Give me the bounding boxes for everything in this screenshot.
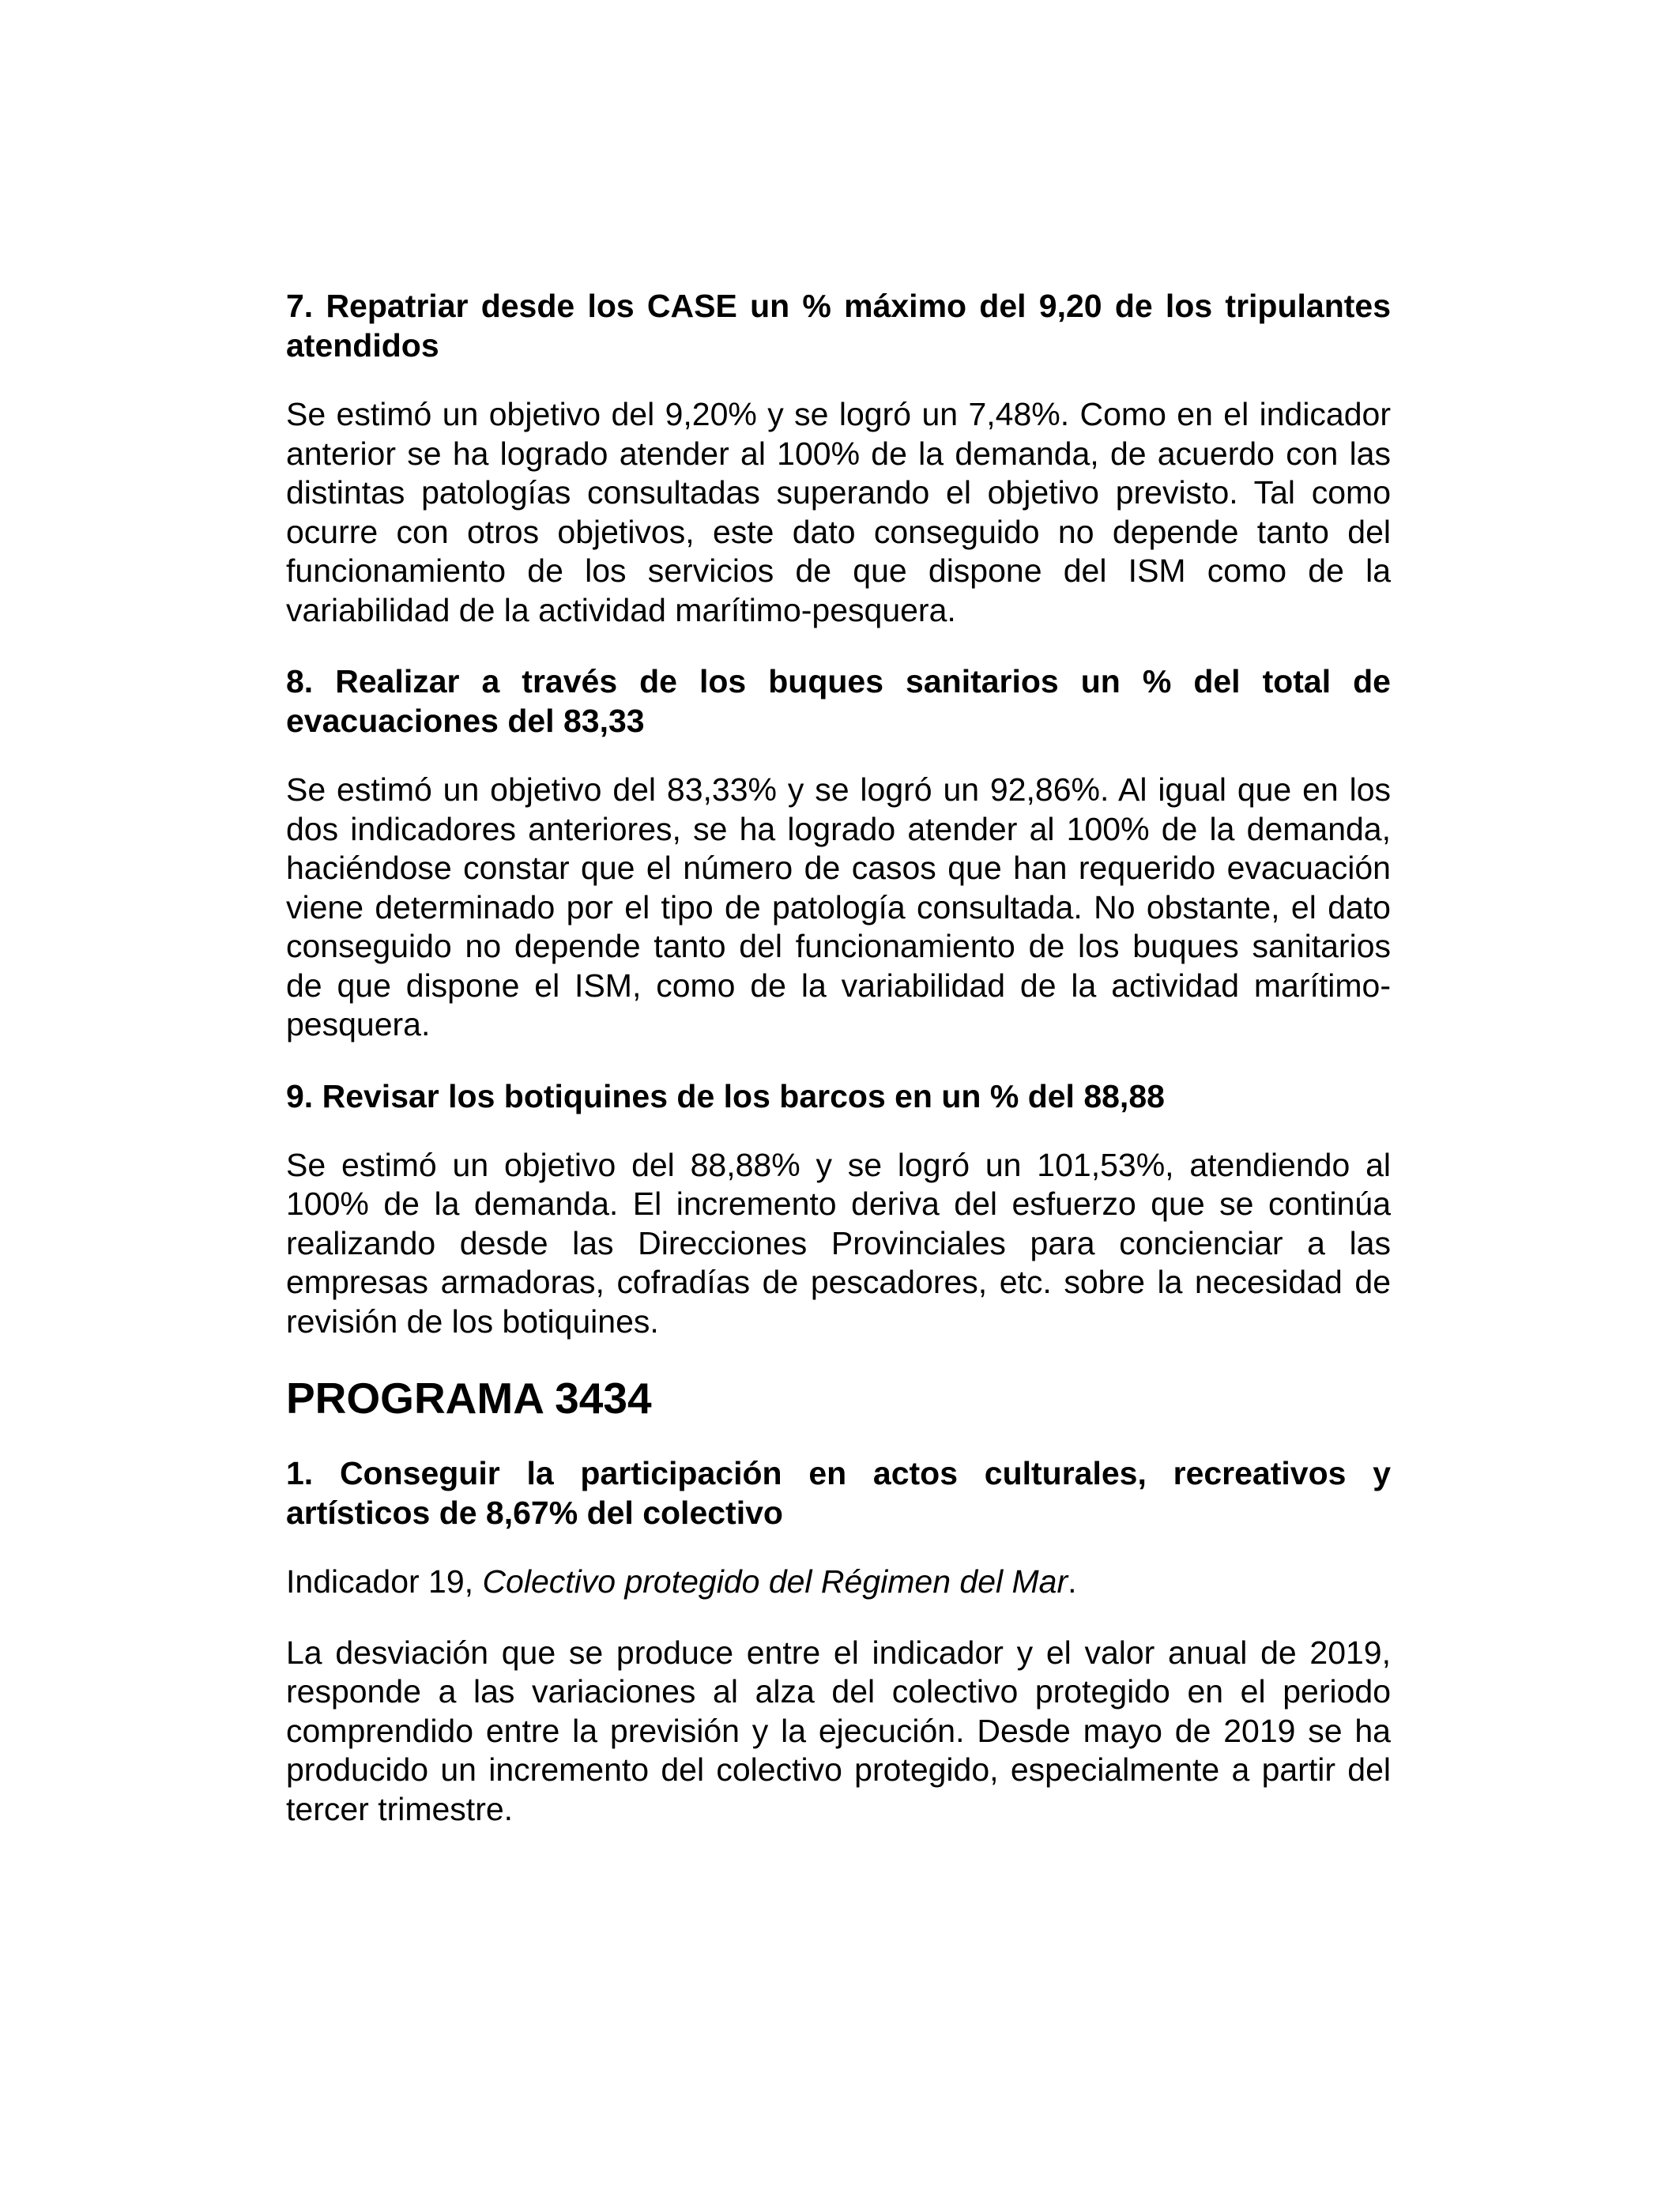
section-7-body: Se estimó un objetivo del 9,20% y se logró un 7,48%. Como en el indicador anterior se ha logrado atender al 100% de la demanda, de acuerdo con las distintas patologías consultadas superando el objetivo previsto. Tal como ocurre con otros objetivos, este dato conseguido no depende tanto del funcionamiento de los servicios de que dispone del ISM como de la variabilidad de la actividad marítimo-pesquera. (286, 396, 1391, 628)
section-9-body: Se estimó un objetivo del 88,88% y se logró un 101,53%, atendiendo al 100% de la demanda. El incremento deriva del esfuerzo que se continúa realizando desde las Direcciones Provinciales para concienciar a las empresas armadoras, cofradías de pescadores, etc. sobre la necesidad de revisión de los botiquines. (286, 1146, 1391, 1340)
section-7-heading: 7. Repatriar desde los CASE un % máximo del 9,20 de los tripulantes atendidos (286, 288, 1391, 364)
section-8-heading: 8. Realizar a través de los buques sanitarios un % del total de evacuaciones del 83,33 (286, 663, 1391, 739)
programa-item-1-body: La desviación que se produce entre el indicador y el valor anual de 2019, responde a las variaciones al alza del colectivo protegido en el periodo comprendido entre la previsión y la ejecución. Desde mayo de 2019 se ha producido un incremento del colectivo protegido, especialmente a partir del tercer trimestre. (286, 1634, 1391, 1827)
section-9-heading: 9. Revisar los botiquines de los barcos en un % del 88,88 (286, 1077, 1165, 1114)
indicator-prefix: Indicador 19, (286, 1563, 483, 1600)
programa-item-1-heading: 1. Conseguir la participación en actos culturales, recreativos y artísticos de 8,67% del colectivo (286, 1455, 1391, 1531)
indicator-name: Colectivo protegido del Régimen del Mar (482, 1563, 1068, 1600)
indicator-line (286, 1563, 1391, 1602)
section-8-body: Se estimó un objetivo del 83,33% y se logró un 92,86%. Al igual que en los dos indicadores anteriores, se ha logrado atender al 100% de la demanda, haciéndose constar que el número de casos que han requerido evacuación viene determinado por el tipo de patología consultada. No obstante, el dato conseguido no depende tanto del funcionamiento de los buques sanitarios de que dispone el ISM, como de la variabilidad de la actividad marítimo-pesquera. (286, 771, 1391, 1042)
document-page (286, 286, 1391, 1829)
programa-title: PROGRAMA 3434 (286, 1374, 652, 1423)
indicator-suffix: . (1068, 1563, 1077, 1600)
